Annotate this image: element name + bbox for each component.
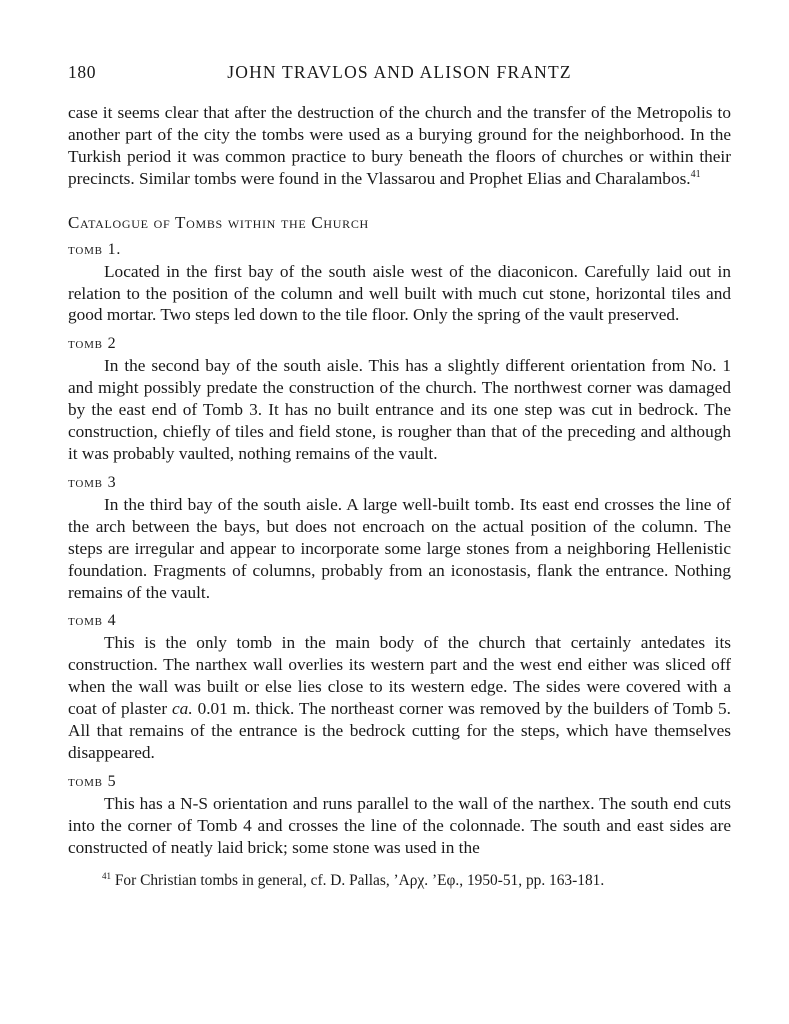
tomb-2-paragraph: In the second bay of the south aisle. This has a slightly different orientation from No. 1 and might possibly predate the construction of the church. The northwest corner was damaged by the east end of Tomb 3. It has no built entrance and its one step was cut in bedrock. The construction, chiefly of tiles and field stone, is rougher than that of the preceding and although it was probably vaulted, nothing remains of the vault. — [68, 356, 731, 463]
footnote — [68, 871, 731, 891]
tomb-4-label: tomb 4 — [68, 612, 117, 630]
tomb-2-label: tomb 2 — [68, 335, 117, 353]
running-header — [68, 62, 731, 88]
intro-paragraph — [68, 102, 731, 190]
tomb-1-paragraph: Located in the first bay of the south aisle west of the diaconicon. Carefully laid out in relation to the position of the column and well built with much cut stone, horizontal tiles and good mortar. Two steps led down to the tile floor. Only the spring of the vault preserved. — [68, 261, 731, 325]
body-text — [68, 102, 731, 859]
footnote-number: 41 — [102, 870, 111, 881]
footnote-text: For Christian tombs in general, cf. D. Pallas, ’Αρχ. ’Εφ., 1950-51, pp. 163-181. — [114, 871, 605, 889]
tomb-4-text-part: 0.01 m. thick. The northeast corner was removed by the builders of Tomb 5. All that remains of the entrance is the bedrock cutting for the steps, which have themselves disappeared. — [68, 699, 731, 762]
tomb-1-label: tomb 1. — [68, 240, 122, 258]
tomb-5-label: tomb 5 — [68, 772, 117, 790]
tomb-4-italic-term: ca. — [172, 699, 193, 719]
footnote-ref: 41 — [690, 168, 701, 180]
tomb-3-label: tomb 3 — [68, 473, 117, 491]
document-page — [68, 62, 731, 891]
tomb-4-text-part: This is the only tomb in the main body of the church that certainly antedates its construction. The narthex wall overlies its western part and the west end either was sliced off when the wall was built or else lies close to its western edge. The sides were covered with a coat of plaster — [68, 633, 731, 719]
running-title: JOHN TRAVLOS AND ALISON FRANTZ — [227, 62, 572, 82]
section-heading: Catalogue of Tombs within the Church — [68, 212, 369, 232]
intro-text: case it seems clear that after the destruction of the church and the transfer of the Metropolis to another part of the city the tombs were used as a burying ground for the neighborhood. In the Turkish period it was common practice to bury beneath the floors of churches or within their precincts. Similar tombs were found in the Vlassarou and Prophet Elias and Charalambos. — [68, 103, 731, 188]
tomb-3-paragraph: In the third bay of the south aisle. A large well-built tomb. Its east end crosses the line of the arch between the bays, but does not encroach on the actual position of the column. The steps are irregular and appear to incorporate some large stones from a neighboring Hellenistic foundation. Fragments of columns, probably from an iconostasis, flank the entrance. Nothing remains of the vault. — [68, 494, 731, 602]
tomb-4-paragraph — [68, 632, 731, 763]
tomb-5-paragraph: This has a N-S orientation and runs parallel to the wall of the narthex. The south end cuts into the corner of Tomb 4 and crosses the line of the colonnade. The south and east sides are constructed of neatly laid brick; some stone was used in the — [68, 793, 731, 857]
page-number: 180 — [68, 62, 97, 82]
